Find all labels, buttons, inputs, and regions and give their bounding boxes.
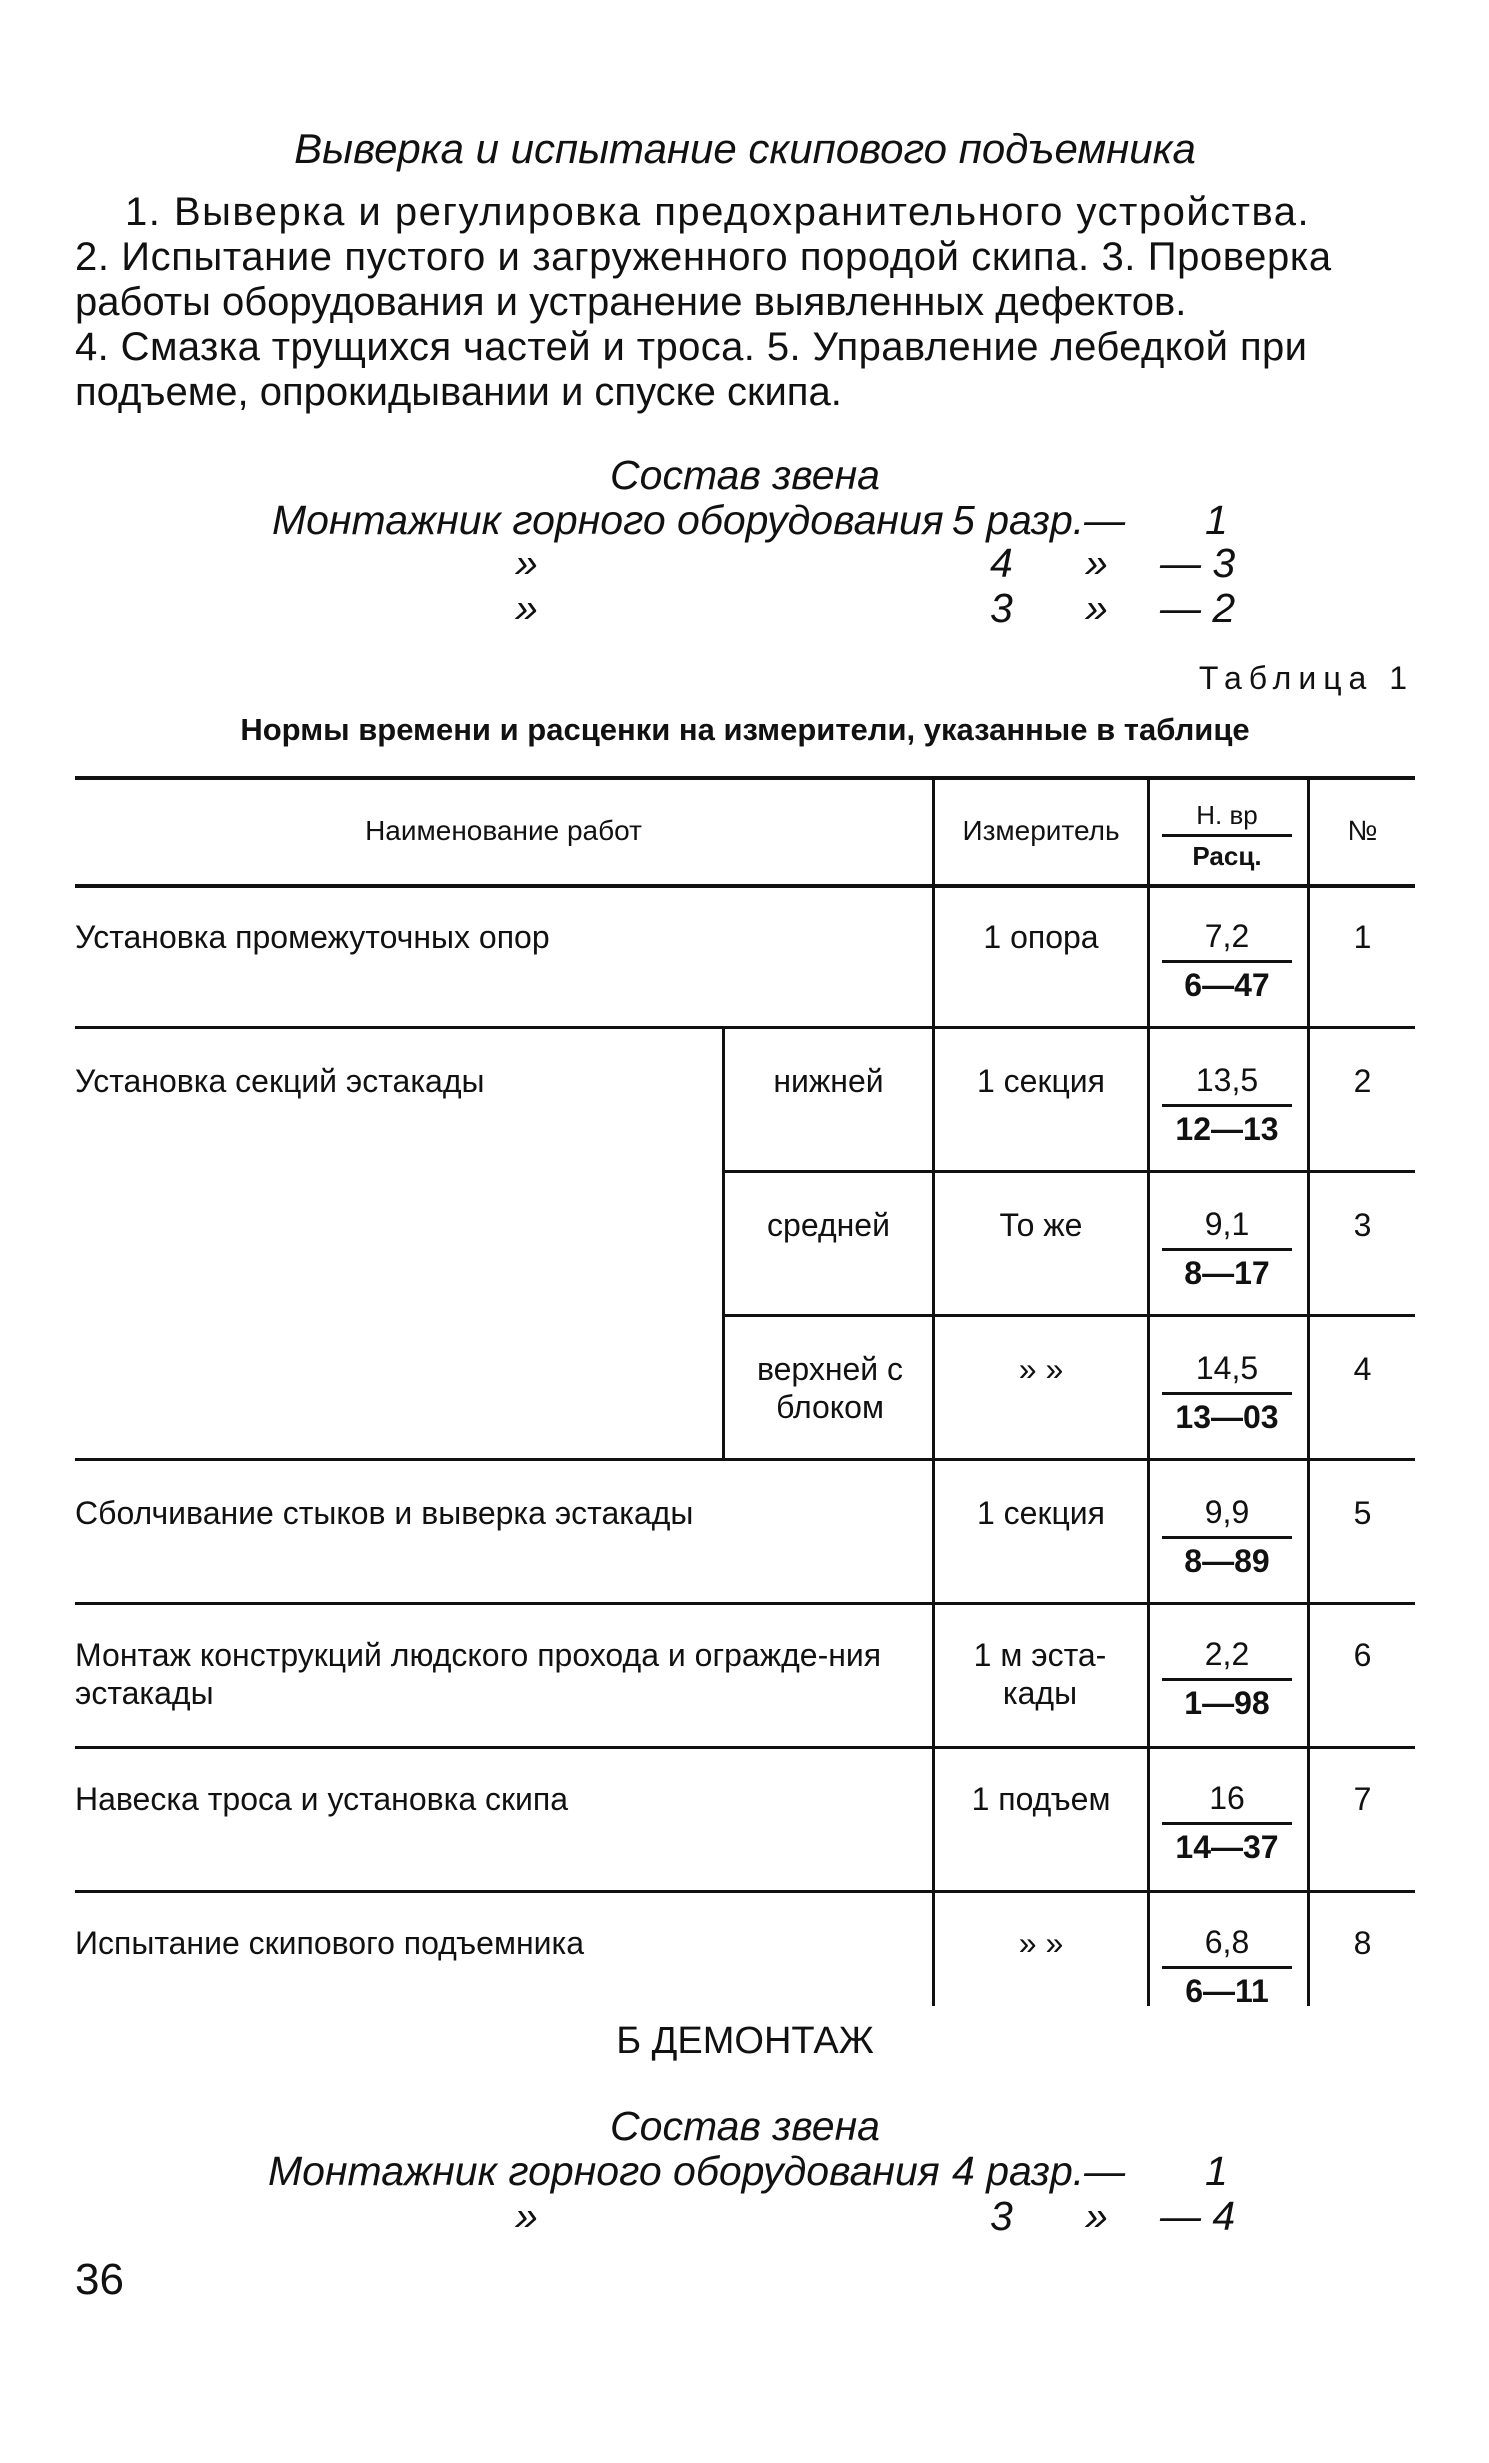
- fraction-bar: [1162, 1536, 1292, 1539]
- row-8-unit: » »: [1018, 1925, 1064, 1961]
- section-heading: Выверка и испытание скипового подъемника: [294, 125, 1196, 172]
- row-4-unit: » »: [1018, 1351, 1064, 1387]
- header-norm-bottom: Расц.: [1192, 841, 1262, 871]
- column-divider: [1307, 776, 1310, 2006]
- row-rule: [75, 1746, 1415, 1749]
- row-1-unit: 1 опора: [983, 919, 1099, 955]
- row-2-unit: 1 секция: [976, 1063, 1105, 1099]
- row-3-unit: То же: [999, 1207, 1083, 1243]
- header-num: №: [1347, 815, 1378, 846]
- header-unit: Измеритель: [962, 815, 1120, 846]
- row-1-num: 1: [1353, 919, 1372, 955]
- header-norm: [1152, 800, 1302, 872]
- row-rule: [722, 1314, 1415, 1317]
- row-6-num: 6: [1353, 1637, 1372, 1673]
- table-caption: Нормы времени и расценки на измерители, указанные в таблице: [240, 712, 1250, 747]
- crew2-row-ditto: »: [515, 2193, 538, 2239]
- row-6-norm: [1152, 1636, 1302, 1722]
- crew-row-count: 1: [1205, 497, 1228, 543]
- page-number: 36: [75, 2255, 124, 2304]
- row-rule: [75, 1602, 1415, 1605]
- row-1-work: Установка промежуточных опор: [75, 919, 550, 955]
- crew2-row-name: Монтажник горного оборудования: [268, 2148, 940, 2194]
- crew-row-grade: 4: [990, 540, 1013, 586]
- norm-value: 13,5: [1195, 1062, 1259, 1098]
- row-rule: [722, 1170, 1415, 1173]
- rate-value: 8—89: [1184, 1543, 1270, 1579]
- paragraph-line: работы оборудования и устранение выявленных дефектов.: [75, 280, 1187, 324]
- row-3-num: 3: [1353, 1207, 1372, 1243]
- norm-value: 6,8: [1204, 1924, 1250, 1960]
- header-rule: [75, 884, 1415, 888]
- crew2-row-ditto: »: [1085, 2193, 1108, 2239]
- rate-value: 6—11: [1185, 1973, 1269, 2009]
- paragraph-line: подъеме, опрокидывании и спуске скипа.: [75, 370, 842, 414]
- column-divider: [1147, 776, 1150, 2006]
- row-7-unit: 1 подъем: [971, 1781, 1111, 1817]
- row-4-sub: верхней с блоком: [756, 1351, 904, 1425]
- crew-row-ditto: »: [1085, 585, 1108, 631]
- crew2-title: Состав звена: [610, 2103, 880, 2149]
- norm-value: 16: [1209, 1780, 1245, 1816]
- row-6-work: Монтаж конструкций людского прохода и огражде-ния эстакады: [75, 1637, 882, 1711]
- table-label: Таблица 1: [1198, 660, 1414, 696]
- crew-row-name: Монтажник горного оборудования: [272, 497, 944, 543]
- row-7-work: Навеска троса и установка скипа: [75, 1781, 569, 1817]
- rate-value: 12—13: [1175, 1111, 1279, 1147]
- fraction-bar: [1162, 1248, 1292, 1251]
- paragraph-line: 1. Выверка и регулировка предохранительного устройства.: [125, 190, 1311, 234]
- section-b-heading: Б ДЕМОНТАЖ: [616, 2020, 874, 2062]
- fraction-bar: [1162, 1678, 1292, 1681]
- rate-value: 8—17: [1184, 1255, 1270, 1291]
- crew-row-count: — 2: [1160, 585, 1236, 631]
- rate-value: 14—37: [1175, 1829, 1279, 1865]
- paragraph-line: 4. Смазка трущихся частей и троса. 5. Управление лебедкой при: [75, 325, 1308, 369]
- crew2-row-count: — 4: [1160, 2193, 1236, 2239]
- row-2-norm: [1152, 1062, 1302, 1148]
- crew-row-grade: 5 разр.—: [952, 497, 1126, 543]
- row-3-sub: средней: [767, 1207, 890, 1243]
- row-rule: [75, 1458, 1415, 1461]
- row-3-norm: [1152, 1206, 1302, 1292]
- norm-value: 14,5: [1195, 1350, 1259, 1386]
- crew-row-ditto: »: [1085, 540, 1108, 586]
- fraction-bar: [1162, 960, 1292, 963]
- crew2-row-grade: 3: [990, 2193, 1013, 2239]
- row-rule: [75, 1026, 1415, 1029]
- row-2-sub: нижней: [773, 1063, 884, 1099]
- rate-value: 13—03: [1175, 1399, 1279, 1435]
- norm-value: 9,9: [1204, 1494, 1250, 1530]
- norm-value: 7,2: [1204, 918, 1250, 954]
- row-5-work: Сболчивание стыков и выверка эстакады: [75, 1495, 694, 1531]
- row-2-work: Установка секций эстакады: [75, 1063, 485, 1099]
- fraction-bar: [1162, 1104, 1292, 1107]
- norm-value: 2,2: [1204, 1636, 1250, 1672]
- row-7-num: 7: [1353, 1781, 1372, 1817]
- crew-row-ditto: »: [515, 540, 538, 586]
- row-5-unit: 1 секция: [976, 1495, 1105, 1531]
- fraction-bar: [1162, 1966, 1292, 1969]
- row-5-num: 5: [1353, 1495, 1372, 1531]
- rate-value: 1—98: [1184, 1685, 1270, 1721]
- row-4-num: 4: [1353, 1351, 1372, 1387]
- crew2-row-grade: 4 разр.—: [952, 2148, 1126, 2194]
- row-4-norm: [1152, 1350, 1302, 1436]
- row-7-norm: [1152, 1780, 1302, 1866]
- row-6-unit: 1 м эста-кады: [973, 1637, 1107, 1711]
- fraction-bar: [1162, 834, 1292, 837]
- crew2-row-count: 1: [1205, 2148, 1228, 2194]
- row-8-norm: [1152, 1924, 1302, 2010]
- row-8-num: 8: [1353, 1925, 1372, 1961]
- table-top-rule: [75, 776, 1415, 780]
- row-5-norm: [1152, 1494, 1302, 1580]
- crew-title: Состав звена: [610, 452, 880, 498]
- crew-row-count: — 3: [1160, 540, 1236, 586]
- norm-value: 9,1: [1204, 1206, 1250, 1242]
- row-2-num: 2: [1353, 1063, 1372, 1099]
- crew-row-ditto: »: [515, 585, 538, 631]
- fraction-bar: [1162, 1392, 1292, 1395]
- work-description: [75, 190, 1415, 415]
- crew-row-grade: 3: [990, 585, 1013, 631]
- row-8-work: Испытание скипового подъемника: [75, 1925, 584, 1961]
- header-norm-top: Н. вр: [1196, 800, 1258, 830]
- fraction-bar: [1162, 1822, 1292, 1825]
- header-work: Наименование работ: [365, 815, 642, 846]
- row-1-norm: [1152, 918, 1302, 1004]
- paragraph-line: 2. Испытание пустого и загруженного породой скипа. 3. Проверка: [75, 235, 1332, 279]
- row-rule: [75, 1890, 1415, 1893]
- rate-value: 6—47: [1184, 967, 1270, 1003]
- column-divider: [932, 776, 935, 2006]
